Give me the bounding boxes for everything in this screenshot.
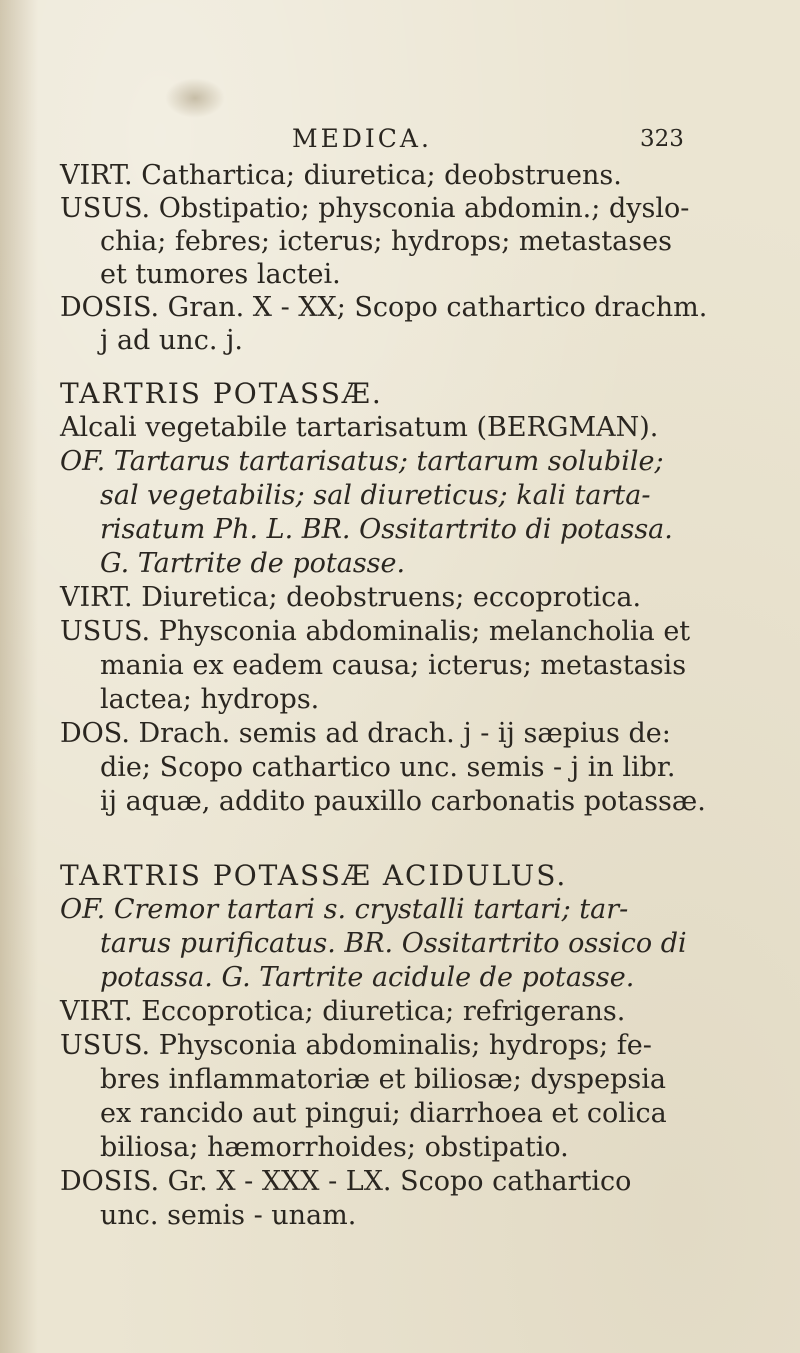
text-line: potassa. G. Tartrite acidule de potasse. — [100, 962, 635, 993]
text-line: chia; febres; icterus; hydrops; metastases — [100, 226, 672, 257]
text-line: biliosa; hæmorrhoides; obstipatio. — [100, 1132, 569, 1163]
running-header — [0, 124, 800, 158]
text-line: DOSIS. Gran. X - XX; Scopo cathartico drachm. — [60, 292, 708, 323]
paper-stain — [165, 78, 225, 118]
text-line: VIRT. Diuretica; deobstruens; eccoprotica. — [60, 582, 642, 613]
text-line: USUS. Physconia abdominalis; melancholia et — [60, 616, 691, 647]
text-line: G. Tartrite de potasse. — [100, 548, 406, 579]
text-line: tarus purificatus. BR. Ossitartrito ossico di — [100, 928, 687, 959]
text-line: risatum Ph. L. BR. Ossitartrito di potassa. — [100, 514, 673, 545]
running-title: MEDICA. — [292, 124, 432, 153]
text-line: USUS. Physconia abdominalis; hydrops; fe- — [60, 1030, 652, 1061]
text-line: DOSIS. Gr. X - XXX - LX. Scopo cathartico — [60, 1166, 632, 1197]
page-edge-shadow — [0, 0, 38, 1353]
text-line: die; Scopo cathartico unc. semis - j in libr. — [100, 752, 676, 783]
entry-heading: TARTRIS POTASSÆ ACIDULUS. — [60, 859, 568, 892]
text-line: sal vegetabilis; sal diureticus; kali tarta- — [100, 480, 651, 511]
text-line: OF. Cremor tartari s. crystalli tartari; tar- — [60, 894, 629, 925]
text-line: mania ex eadem causa; icterus; metastasis — [100, 650, 687, 681]
text-line: j ad unc. j. — [100, 325, 243, 356]
text-line: ex rancido aut pingui; diarrhoea et colica — [100, 1098, 667, 1129]
text-line: ij aquæ, addito pauxillo carbonatis potassæ. — [100, 786, 706, 817]
text-line: USUS. Obstipatio; physconia abdomin.; dyslo- — [60, 193, 690, 224]
text-line: VIRT. Eccoprotica; diuretica; refrigerans. — [60, 996, 626, 1027]
entry-heading: TARTRIS POTASSÆ. — [60, 377, 383, 410]
text-line: DOS. Drach. semis ad drach. j - ij sæpius de: — [60, 718, 671, 749]
text-line: unc. semis - unam. — [100, 1200, 357, 1231]
page-number: 323 — [640, 126, 684, 152]
text-line: bres inflammatoriæ et biliosæ; dyspepsia — [100, 1064, 666, 1095]
text-line: Alcali vegetabile tartarisatum (BERGMAN). — [60, 412, 659, 443]
text-line: OF. Tartarus tartarisatus; tartarum solubile; — [60, 446, 664, 477]
text-line: et tumores lactei. — [100, 259, 341, 290]
text-line: VIRT. Cathartica; diuretica; deobstruens. — [60, 160, 622, 191]
text-line: lactea; hydrops. — [100, 684, 320, 715]
